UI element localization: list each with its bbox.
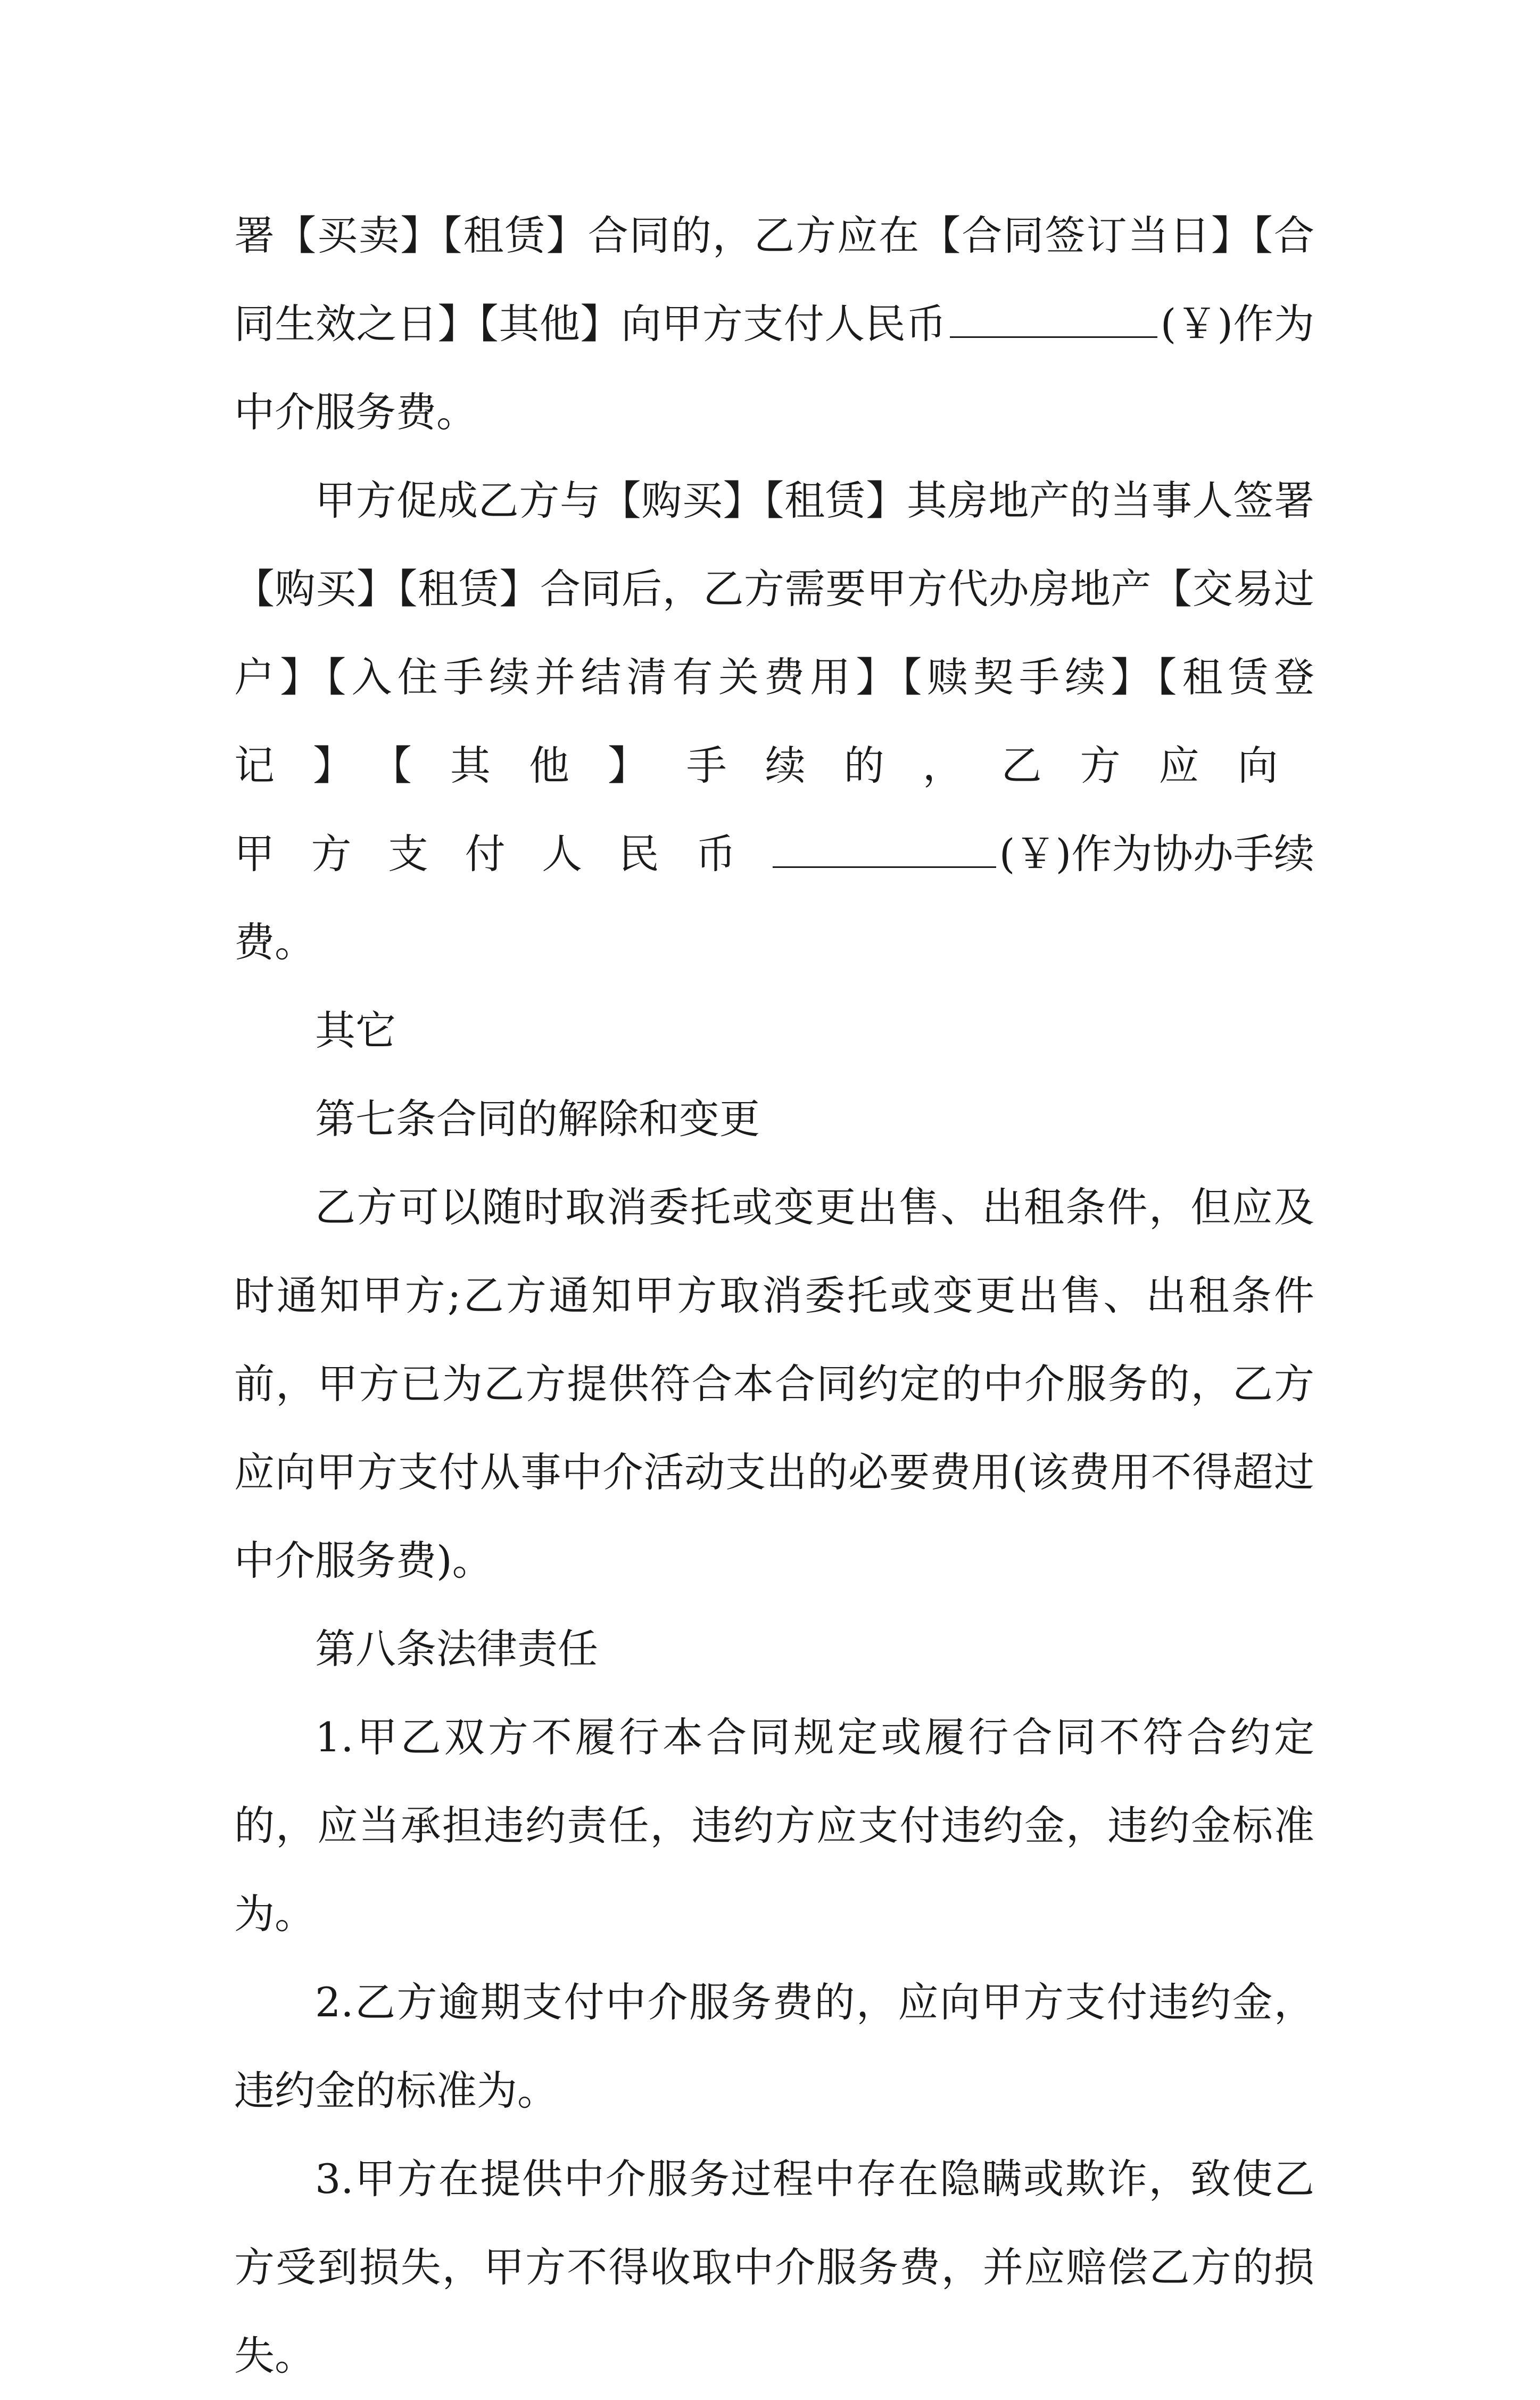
assist-fee-amount-blank[interactable] <box>773 834 996 868</box>
article-8-heading: 第八条法律责任 <box>315 1625 598 1673</box>
article-7-heading: 第七条合同的解除和变更 <box>315 1095 760 1143</box>
clause-8-1: 1.甲乙双方不履行本合同规定或履行合同不符合约定的，应当承担违约责任，违约方应支付违约金，违约金标准为。 <box>234 1714 1314 1938</box>
paragraph-service-fee <box>234 192 1314 457</box>
paragraph-other: 其它 <box>315 1007 396 1054</box>
service-fee-text: 署【买卖】【租赁】合同的，乙方应在【合同签订当日】【合同生效之日】【其他】向甲方支付人民币 <box>234 212 1314 347</box>
assist-fee-text-end: (￥)作为协办手续费。 <box>234 830 1314 966</box>
clause-8-2: 2.乙方逾期支付中介服务费的，应向甲方支付违约金，违约金的标准为。 <box>234 1979 1314 2114</box>
paragraph-termination: 乙方可以随时取消委托或变更出售、出租条件，但应及时通知甲方;乙方通知甲方取消委托或变更出售、出租条件前，甲方已为乙方提供符合本合同约定的中介服务的，乙方应向甲方支付从事中介活动支出的必要费用(该费用不得超过中介服务费)。 <box>234 1184 1314 1584</box>
clause-8-3: 3.甲方在提供中介服务过程中存在隐瞒或欺诈，致使乙方受到损失，甲方不得收取中介服务费，并应赔偿乙方的损失。 <box>234 2155 1314 2379</box>
service-fee-text-end: (￥)作为中介服务费。 <box>234 300 1314 436</box>
service-fee-amount-blank[interactable] <box>950 304 1157 338</box>
contract-body <box>234 192 1314 2400</box>
assist-fee-text: 甲方促成乙方与【购买】【租赁】其房地产的当事人签署【购买】【租赁】合同后，乙方需要甲方代办房地产【交易过户】【入住手续并结清有关费用】【赎契手续】【租赁登 <box>234 477 1314 701</box>
assist-fee-text-spaced: 记】【其他】手续的，乙方应向甲方支付人民币 <box>234 742 1314 878</box>
paragraph-assist-fee <box>234 457 1314 987</box>
